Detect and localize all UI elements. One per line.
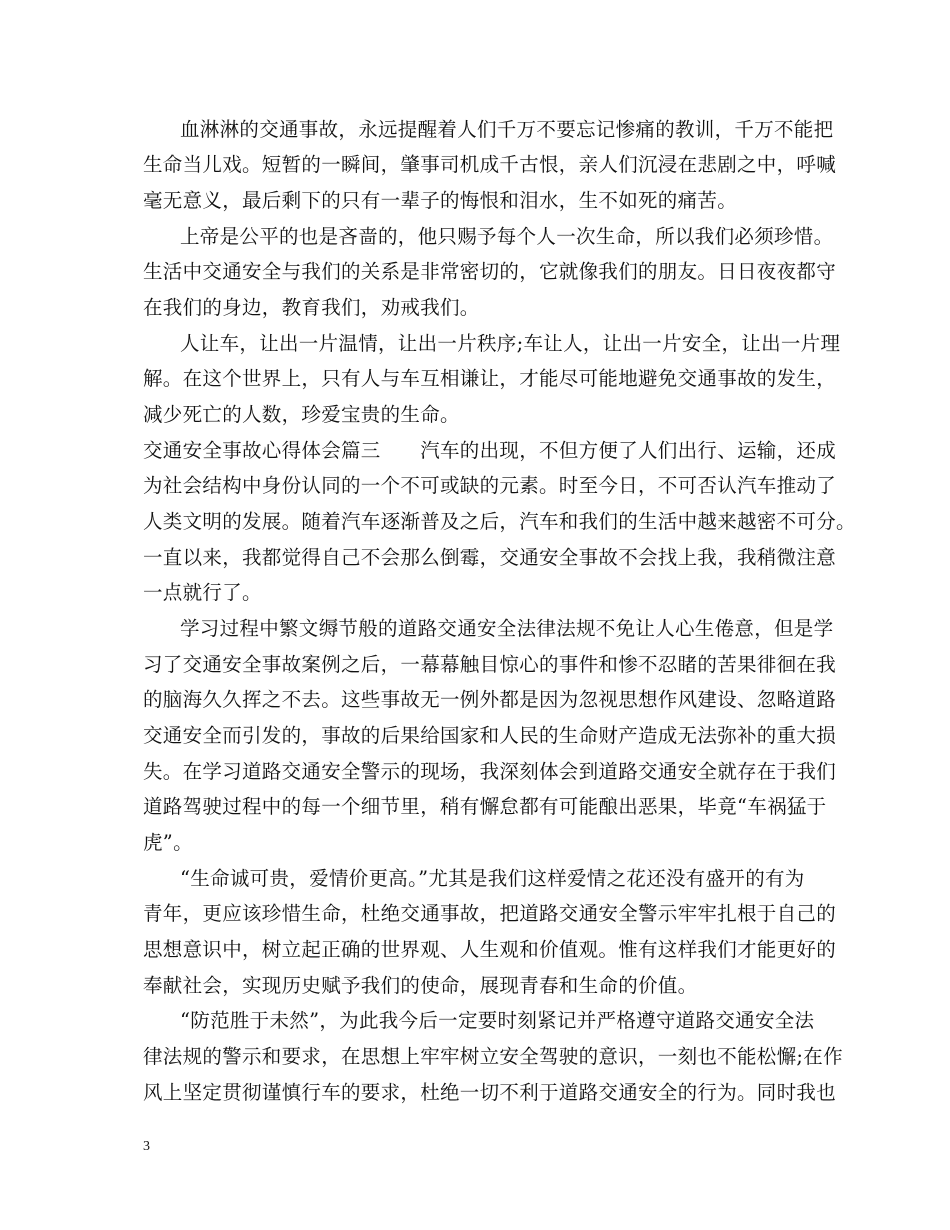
- text-line: 交通安全事故心得体会篇三 汽车的出现，不但方便了人们出行、运输，还成: [143, 439, 837, 462]
- text-line: 一直以来，我都觉得自己不会那么倒霉，交通安全事故不会找上我，我稍微注意: [143, 546, 837, 569]
- page-number: 3: [143, 1139, 150, 1154]
- text-line: 毫无意义，最后剩下的只有一辈子的悔恨和泪水，生不如死的痛苦。: [143, 189, 738, 212]
- text-line: 血淋淋的交通事故，永远提醒着人们千万不要忘记惨痛的教训，千万不能把: [180, 118, 834, 141]
- text-line: 习了交通安全事故案例之后，一幕幕触目惊心的事件和惨不忍睹的苦果徘徊在我: [143, 653, 837, 676]
- text-line: “生命诚可贵，爱情价更高。”尤其是我们这样爱情之花还没有盛开的有为: [180, 867, 805, 890]
- text-line: 在我们的身边，教育我们，劝戒我们。: [143, 296, 480, 319]
- text-line: 奉献社会，实现历史赋予我们的使命，展现青春和生命的价值。: [143, 974, 698, 997]
- text-line: 虎”。: [143, 831, 193, 854]
- text-line: 生活中交通安全与我们的关系是非常密切的，它就像我们的朋友。日日夜夜都守: [143, 260, 837, 283]
- text-line: 减少死亡的人数，珍爱宝贵的生命。: [143, 403, 460, 426]
- text-line: 为社会结构中身份认同的一个不可或缺的元素。时至今日，不可否认汽车推动了: [143, 474, 837, 497]
- text-line: 上帝是公平的也是吝啬的，他只赐予每个人一次生命，所以我们必须珍惜。: [180, 225, 834, 248]
- text-line: 一点就行了。: [143, 581, 262, 604]
- text-line: 律法规的警示和要求，在思想上牢牢树立安全驾驶的意识，一刻也不能松懈;在作: [143, 1045, 843, 1068]
- text-line: 风上坚定贯彻谨慎行车的要求，杜绝一切不利于道路交通安全的行为。同时我也: [143, 1081, 837, 1104]
- text-line: 思想意识中，树立起正确的世界观、人生观和价值观。惟有这样我们才能更好的: [143, 938, 837, 961]
- text-line: 的脑海久久挥之不去。这些事故无一例外都是因为忽视思想作风建设、忽略道路: [143, 688, 837, 711]
- text-line: 青年，更应该珍惜生命，杜绝交通事故，把道路交通安全警示牢牢扎根于自己的: [143, 902, 837, 925]
- text-line: 生命当儿戏。短暂的一瞬间，肇事司机成千古恨，亲人们沉浸在悲剧之中，呼喊: [143, 153, 837, 176]
- text-line: 交通安全而引发的，事故的后果给国家和人民的生命财产造成无法弥补的重大损: [143, 724, 837, 747]
- text-line: 道路驾驶过程中的每一个细节里，稍有懈怠都有可能酿出恶果，毕竟“车祸猛于: [143, 795, 827, 818]
- text-line: 失。在学习道路交通安全警示的现场，我深刻体会到道路交通安全就存在于我们: [143, 760, 837, 783]
- text-line: 人让车，让出一片温情，让出一片秩序;车让人，让出一片安全，让出一片理: [180, 332, 841, 355]
- text-line: 人类文明的发展。随着汽车逐渐普及之后，汽车和我们的生活中越来越密不可分。: [143, 510, 856, 533]
- text-line: 学习过程中繁文缛节般的道路交通安全法律法规不免让人心生倦意，但是学: [180, 617, 834, 640]
- text-line: 解。在这个世界上，只有人与车互相谦让，才能尽可能地避免交通事故的发生，: [143, 367, 837, 390]
- text-line: “防范胜于未然”，为此我今后一定要时刻紧记并严格遵守道路交通安全法: [180, 1009, 815, 1032]
